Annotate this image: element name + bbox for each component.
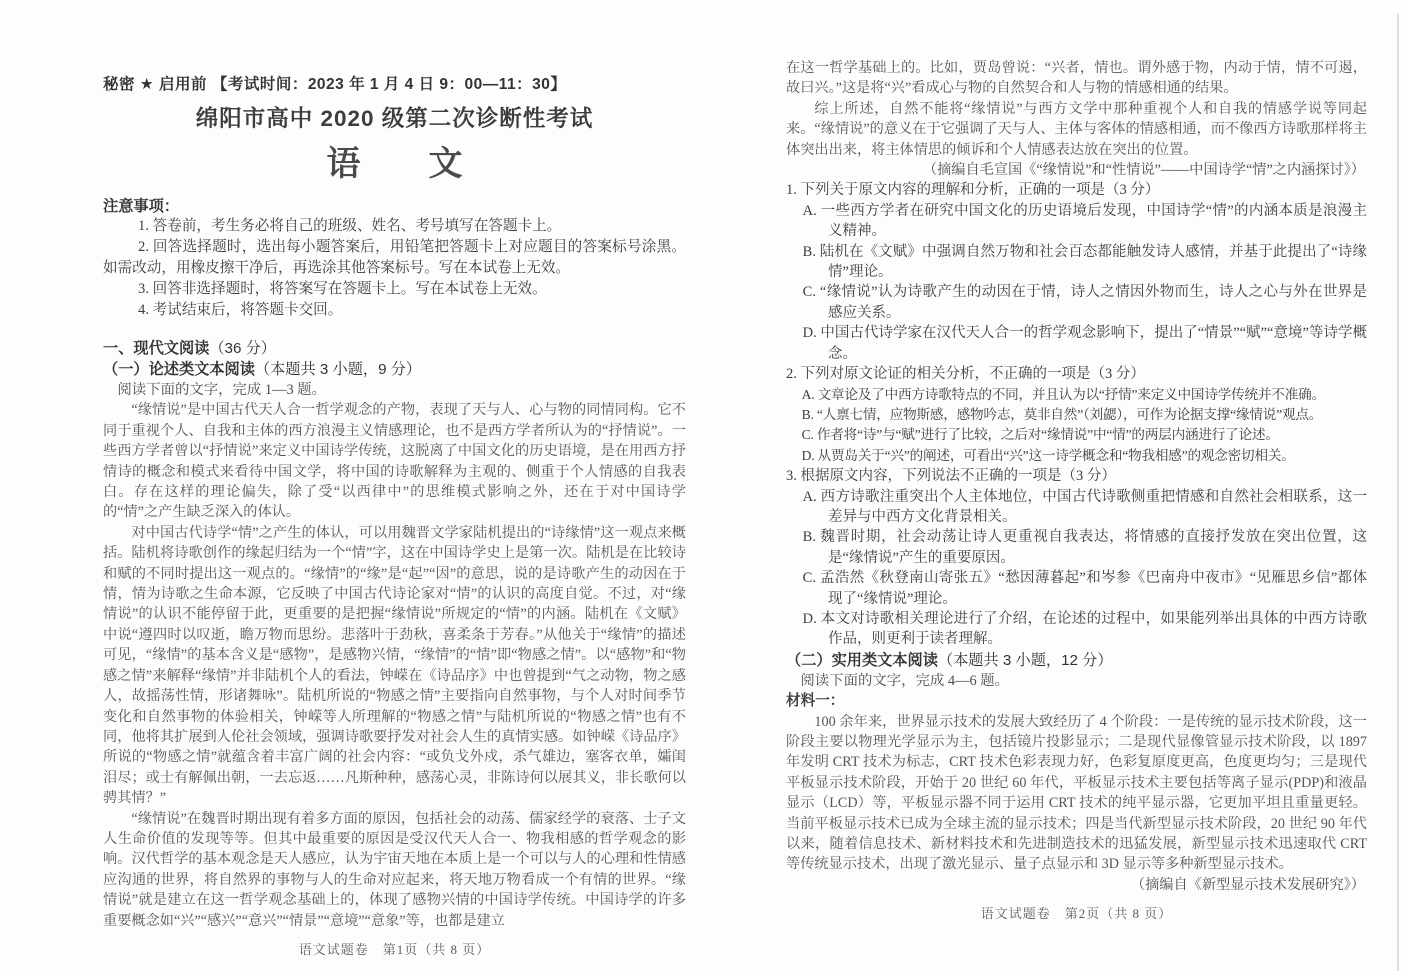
passage-paragraph-3: “缘情说”在魏晋时期出现有着多方面的原因，包括社会的动荡、儒家经学的衰落、士子文人生命价值的发现等等。但其中最重要的原因是受汉代天人合一、物我相感的哲学观念的影响。汉代哲学的基本观念是天人感应，认为宇宙天地在本质上是一个可以与人的心理和性情感应沟通的世界，将自然界的事物与人的生命对应起来，将天地万物看成一个有情的世界。“缘情说”就是建立在这一哲学观念基础上的，体现了感物兴情的中国诗学传统。中国诗学的许多重要概念如“兴”“感兴”“意兴”“情景”“意境”“意象”等，也都是建立 (103, 810, 686, 929)
question-2-option-c: C. 作者将“诗”与“赋”进行了比较，之后对“缘情说”中“情”的两层内涵进行了论述。 (801, 427, 1279, 443)
page-1-column (103, 72, 686, 958)
passage-paragraph-4: 综上所述，自然不能将“缘情说”与西方文学中那种重视个人和自我的情感学说等同起来。“缘情说”的意义在于它强调了天与人、主体与客体的情感相通，而不像西方诗歌那样将主体突出出来，将主体情思的倾诉和个人情感表达放在突出的位置。 (786, 100, 1367, 158)
notice-item-2: 2. 回答选择题时，选出每小题答案后，用铅笔把答题卡上对应题目的答案标号涂黑。如需改动，用橡皮擦干净后，再选涂其他答案标号。写在本试卷上无效。 (103, 239, 686, 276)
question-2-option-d: D. 从贾岛关于“兴”的阐述，可看出“兴”这一诗学概念和“物我相感”的观念密切相关。 (801, 447, 1295, 463)
section-heading-title: 一、现代文阅读 (103, 340, 210, 357)
passage-paragraph-3-continuation: 在这一哲学基础上的。比如，贾岛曾说：“兴者，情也。谓外感于物，内动于情，情不可遏，故曰兴。”这是将“兴”看成心与物的自然契合和人与物的情感相通的结果。 (786, 60, 1367, 97)
scan-edge-line (1397, 14, 1399, 971)
material-1-label: 材料一： (786, 693, 845, 710)
question-3-stem: 3. 根据原文内容，下列说法不正确的一项是（3 分） (786, 468, 1116, 485)
passage-paragraph-2: 对中国古代诗学“情”之产生的体认，可以用魏晋文学家陆机提出的“诗缘情”这一观点来概括。陆机将诗歌创作的缘起归结为一个“情”字，这在中国诗学史上是第一次。陆机是在比较诗和赋的不同时提出这一观点的。“缘情”的“缘”是“起”“因”的意思，说的是诗歌产生的动因在于情，情为诗歌之生命本源，它反映了中国古代诗论家对“情”的认识的高度自觉。不过，对“缘情说”的认识不能停留于此，更重要的是把握“缘情说”所规定的“情”的内涵。陆机在《文赋》中说“遵四时以叹逝，瞻万物而思纷。悲落叶于劲秋，喜柔条于芳春。”从他关于“缘情”的描述可见，“缘情”的基本含义是“感物”，是感物兴情，“缘情”的“情”即“物感之情”。以“感物”和“物感之情”来解释“缘情”并非陆机个人的看法，钟嵘在《诗品序》中也曾提到“气之动物，物之感人，故摇荡性情，形诸舞咏”。陆机所说的“物感之情”主要指向自然事物，与个人对时间季节变化和自然事物的体验相关，钟嵘等人所理解的“物感之情”与陆机所说的“物感之情”也有不同，他将其扩展到人伦社会领域，强调诗歌要抒发对社会人生的真情实感。如钟嵘《诗品序》所说的“物感之情”就蕴含着丰富广阔的社会内容：“或负戈外戍，杀气雄边，塞客衣单，孀闺泪尽；或士有解佩出朝，一去忘返……凡斯种种，感荡心灵，非陈诗何以展其义，非长歌何以骋其情？” (103, 524, 686, 807)
question-2-option-b: B. “人禀七情，应物斯感，感物吟志，莫非自然”（刘勰），可作为论据支撑“缘情说”观点。 (801, 406, 1323, 422)
subsection2-heading-points: （本题共 3 小题，12 分） (937, 651, 1113, 669)
subsection-heading-argumentative-reading (103, 359, 686, 380)
question-3-option-b: B. 魏晋时期，社会动荡让诗人更重视自我表达，将情感的直接抒发放在突出位置，这是“缘情说”产生的重要原因。 (802, 529, 1367, 566)
notice-item-4: 4. 考试结束后，将答题卡交回。 (138, 302, 343, 318)
source-citation-2: （摘编自《新型显示技术发展研究》） (1130, 876, 1365, 893)
page-1-footer: 语文试题卷 第1页（共 8 页） (298, 941, 491, 957)
page-2-column (786, 58, 1367, 922)
question-1-option-d: D. 中国古代诗学家在汉代天人合一的哲学观念影响下，提出了“情景”“赋”“意境”等诗学概念。 (802, 325, 1367, 362)
question-2-option-a: A. 文章论及了中西方诗歌特点的不同，并且认为以“抒情”来定义中国诗学传统并不准确。 (801, 386, 1325, 402)
question-1-option-c: C. “缘情说”认为诗歌产生的动因在于情，诗人之情因外物而生，诗人之心与外在世界是感应关系。 (802, 284, 1367, 321)
reading-prompt-1: 阅读下面的文字，完成 1—3 题。 (117, 382, 327, 398)
page-2-footer: 语文试题卷 第2页（共 8 页） (980, 906, 1173, 922)
notice-item-1: 1. 答卷前，考生务必将自己的班级、姓名、考号填写在答题卡上。 (138, 218, 562, 234)
question-1-stem: 1. 下列关于原文内容的理解和分析，正确的一项是（3 分） (786, 182, 1160, 199)
notice-item-3: 3. 回答非选择题时，将答案写在答题卡上。写在本试卷上无效。 (138, 281, 547, 297)
question-3-option-c: C. 孟浩然《秋登南山寄张五》“愁因薄暮起”和岑参《巴南舟中夜市》“见雁思乡信”都体现了“缘情说”理论。 (802, 570, 1367, 607)
question-1-option-b: B. 陆机在《文赋》中强调自然万物和社会百态都能触发诗人感情，并基于此提出了“诗缘情”理论。 (802, 243, 1367, 281)
notices-heading: 注意事项： (103, 198, 179, 215)
classification-line: 秘密 ★ 启用前 【考试时间：2023 年 1 月 4 日 9：00—11：30】 (103, 76, 567, 93)
question-1-option-a: A. 一些西方学者在研究中国文化的历史语境后发现，中国诗学“情”的内涵本质是浪漫主义精神。 (802, 202, 1367, 240)
exam-title: 绵阳市高中 2020 级第二次诊断性考试 (195, 106, 594, 131)
spacer (103, 321, 686, 338)
subsection-heading-points: （本题共 3 小题，9 分） (254, 361, 422, 378)
subsection-heading-practical-reading (786, 650, 1367, 671)
section-heading-modern-reading (103, 338, 686, 359)
subject-title: 语 文 (326, 145, 463, 183)
question-2-stem: 2. 下列对原文论证的相关分析，不正确的一项是（3 分） (786, 366, 1145, 383)
question-3-option-d: D. 本文对诗歌相关理论进行了介绍，在论述的过程中，如果能列举出具体的中西方诗歌作品，则更利于读者理解。 (802, 610, 1367, 648)
reading-prompt-2: 阅读下面的文字，完成 4—6 题。 (800, 672, 1010, 689)
material-1-paragraph: 100 余年来，世界显示技术的发展大致经历了 4 个阶段：一是传统的显示技术阶段，这一阶段主要以物理光学显示为主，包括镜片投影显示；二是现代显像管显示技术阶段，以 1897 年发明 CRT 技术为标志，CRT 技术色彩表现力好，色彩复原度更高，色度更均匀；三是现代平板显示技术阶段，开始于 20 世纪 60 年代，平板显示技术主要包括等离子显示(PDP)和液晶显示（LCD）等，平板显示器不同于运用 CRT 技术的纯平显示器，它更加平坦且重量更轻。当前平板显示技术已成为全球主流的显示技术；四是当代新型显示技术阶段，20 世纪 90 年代以来，随着信息技术、新材料技术和先进制造技术的迅猛发展，新型显示技术迅速取代 CRT 等传统显示技术，出现了激光显示、量子点显示和 3D 显示等多种新型显示技术。 (786, 713, 1367, 873)
source-citation-1: （摘编自毛宣国《“缘情说”和“性情说”——中国诗学“情”之内涵探讨》） (922, 162, 1365, 179)
passage-paragraph-1: “缘情说”是中国古代天人合一哲学观念的产物，表现了天与人、心与物的同情同构。它不同于重视个人、自我和主体的西方浪漫主义情感理论，也不是西方学者所认为的“抒情说”。一些西方学者曾以“抒情说”来定义中国诗学传统，这脱离了中国文化的历史语境，是在用西方抒情诗的概念和模式来看待中国文学，将中国的诗歌解释为主观的、侧重于个人情感的自我表白。存在这样的理论偏失，除了受“以西律中”的思维模式影响之外，还在于对中国诗学的“情”之产生缺乏深入的体认。 (103, 402, 686, 521)
subsection2-heading-title: （二）实用类文本阅读 (786, 651, 938, 669)
section-heading-points: （36 分） (209, 340, 276, 357)
subsection-heading-title: （一）论述类文本阅读 (103, 361, 255, 378)
question-3-option-a: A. 西方诗歌注重突出个人主体地位，中国古代诗歌侧重把情感和自然社会相联系，这一差异与中西方文化背景相关。 (802, 488, 1367, 525)
